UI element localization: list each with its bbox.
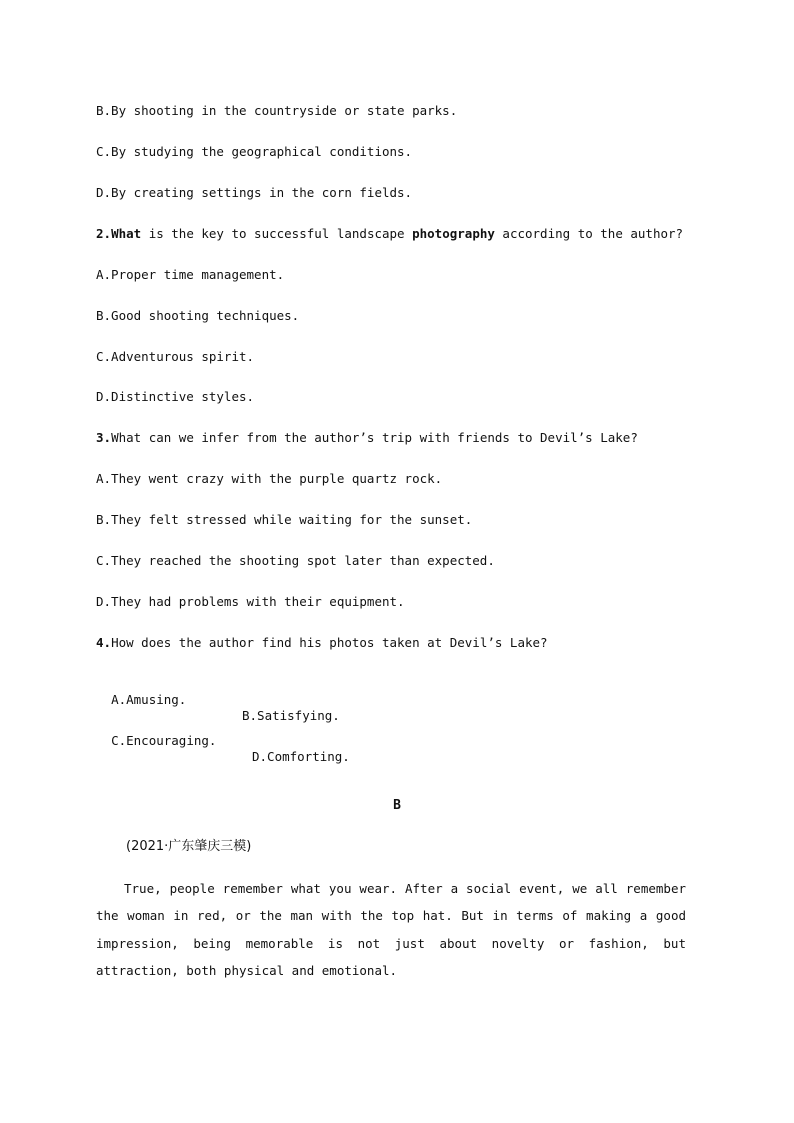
q1-option-c: C.By studying the geographical conditions. [96,144,413,159]
q4-option-a: A.Amusing. [111,692,187,707]
q4-number: 4. [96,635,112,650]
q2-stem-bold-1: What [111,226,142,241]
q4-options-row-2 [96,717,696,765]
q3-option-a: A.They went crazy with the purple quartz rock. [96,471,443,486]
q2-option-b: B.Good shooting techniques. [96,308,300,323]
source-note: (2021·广东肇庆三模) [126,839,252,854]
q2-stem-text-4: according to the author? [494,226,684,241]
q3-option-d: D.They had problems with their equipment. [96,594,405,609]
q3-number: 3. [96,430,112,445]
q2-number: 2. [96,226,112,241]
q2-option-c: C.Adventurous spirit. [96,349,255,364]
q3-stem-text: What can we infer from the author’s trip with friends to Devil’s Lake? [111,430,638,445]
section-heading: B [393,798,401,813]
q4-option-d: D.Comforting. [252,749,350,764]
q2-option-d: D.Distinctive styles. [96,389,255,404]
q4-stem-text: How does the author find his photos taken at Devil’s Lake? [111,635,548,650]
passage-paragraph: True, people remember what you wear. After a social event, we all remember the woman in red, or the man with the top hat. But in terms of making a good impression, being memorable is not just about novelty or fashion, but attraction, both physical and emotional. [96,881,686,978]
q2-stem-bold-3: photography [412,226,495,241]
q2-option-a: A.Proper time management. [96,267,285,282]
q3-stem [96,430,638,446]
q2-stem-text-2: is the key to successful landscape [141,226,413,241]
q3-option-c: C.They reached the shooting spot later than expected. [96,553,495,568]
q1-option-b: B.By shooting in the countryside or state parks. [96,103,458,118]
q4-stem [96,635,548,651]
q1-option-d: D.By creating settings in the corn fields. [96,185,413,200]
q3-option-b: B.They felt stressed while waiting for the sunset. [96,512,473,527]
q4-option-c: C.Encouraging. [111,733,217,748]
q2-stem [96,226,683,242]
q4-option-b: B.Satisfying. [242,708,340,723]
